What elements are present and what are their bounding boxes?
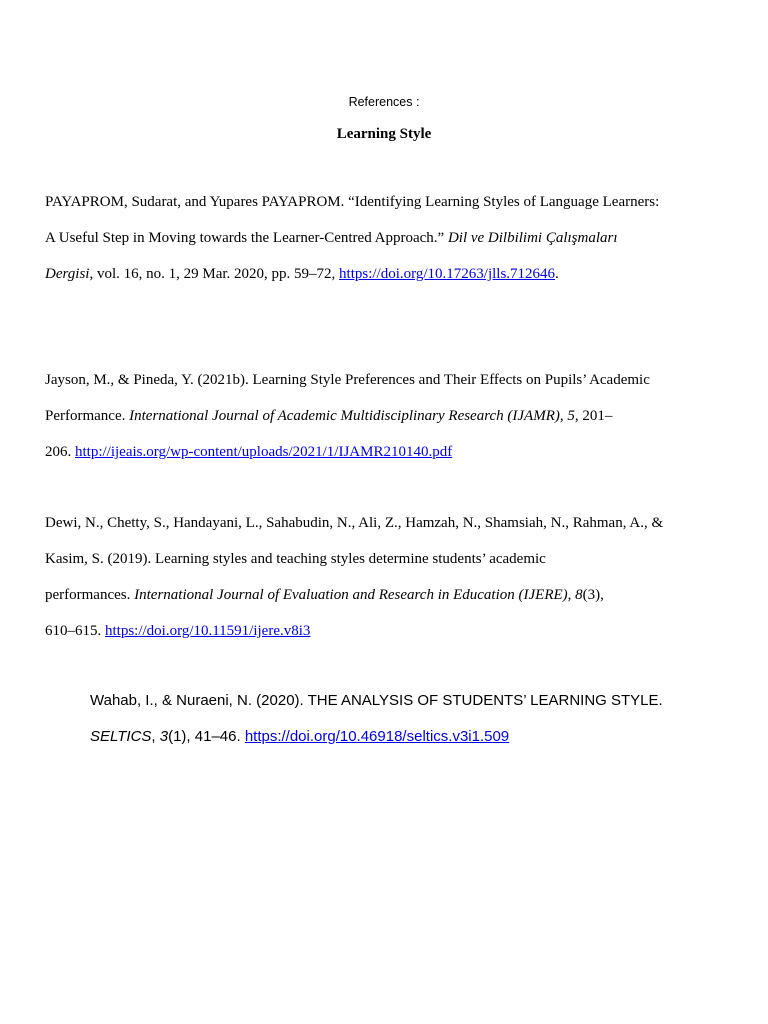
reference-text: 206. xyxy=(45,444,75,460)
journal-title: International Journal of Evaluation and Research in Education (IJERE) xyxy=(134,587,568,603)
doi-link[interactable]: https://doi.org/10.17263/jlls.712646 xyxy=(339,266,556,282)
journal-title: SELTICS xyxy=(90,728,152,745)
doi-link[interactable]: https://doi.org/10.46918/seltics.v3i1.509 xyxy=(244,728,510,745)
reference-text: Jayson, M., & Pineda, Y. (2021b). Learning Style Preferences and Their Effects on Pupils’ Academic xyxy=(45,372,650,388)
journal-title: Dil ve Dilbilimi Çalışmaları xyxy=(447,230,618,246)
reference-line xyxy=(45,505,740,541)
reference-text: Performance. xyxy=(45,408,130,424)
reference-entry xyxy=(45,184,740,292)
reference-text: , xyxy=(151,728,160,745)
reference-line xyxy=(45,220,740,256)
reference-line xyxy=(45,613,740,649)
references-heading: References : xyxy=(348,95,420,109)
reference-line xyxy=(45,541,740,577)
reference-line xyxy=(45,398,740,434)
reference-text: A Useful Step in Moving towards the Learner-Centred Approach.” xyxy=(45,230,448,246)
reference-line xyxy=(90,719,755,755)
reference-entry xyxy=(45,505,740,649)
reference-line xyxy=(45,184,740,220)
reference-text: performances. xyxy=(45,587,135,603)
reference-text: 610–615. xyxy=(45,623,105,639)
reference-text: , vol. 16, no. 1, 29 Mar. 2020, pp. 59–72, xyxy=(89,266,340,282)
reference-text: Wahab, I., & Nuraeni, N. (2020). THE ANALYSIS OF STUDENTS’ LEARNING STYLE. xyxy=(90,692,663,709)
section-title: Learning Style xyxy=(336,126,432,142)
volume-number: 3 xyxy=(159,728,169,745)
reference-line xyxy=(90,683,755,719)
reference-text: Dewi, N., Chetty, S., Handayani, L., Sahabudin, N., Ali, Z., Hamzah, N., Shamsiah, N., Rahman, A., & xyxy=(45,515,664,531)
journal-title: International Journal of Academic Multidisciplinary Research (IJAMR), 5, xyxy=(129,408,579,424)
reference-entry xyxy=(90,683,755,755)
journal-title: Dergisi xyxy=(45,266,90,282)
reference-line xyxy=(45,577,740,613)
doi-link[interactable]: https://doi.org/10.11591/ijere.v8i3 xyxy=(105,623,311,639)
reference-text: (1), 41–46. xyxy=(168,728,245,745)
reference-text: , xyxy=(567,587,576,603)
volume-number: 8 xyxy=(575,587,583,603)
reference-text: PAYAPROM, Sudarat, and Yupares PAYAPROM. “Identifying Learning Styles of Language Learners: xyxy=(45,194,660,210)
reference-text: . xyxy=(555,266,559,282)
reference-entry xyxy=(45,362,740,470)
reference-line xyxy=(45,362,740,398)
reference-text: 201– xyxy=(578,408,613,424)
reference-line xyxy=(45,434,740,470)
pdf-link[interactable]: http://ijeais.org/wp-content/uploads/2021/1/IJAMR210140.pdf xyxy=(75,444,453,460)
reference-text: (3), xyxy=(582,587,604,603)
reference-text: Kasim, S. (2019). Learning styles and teaching styles determine students’ academic xyxy=(45,551,546,567)
reference-line xyxy=(45,256,740,292)
